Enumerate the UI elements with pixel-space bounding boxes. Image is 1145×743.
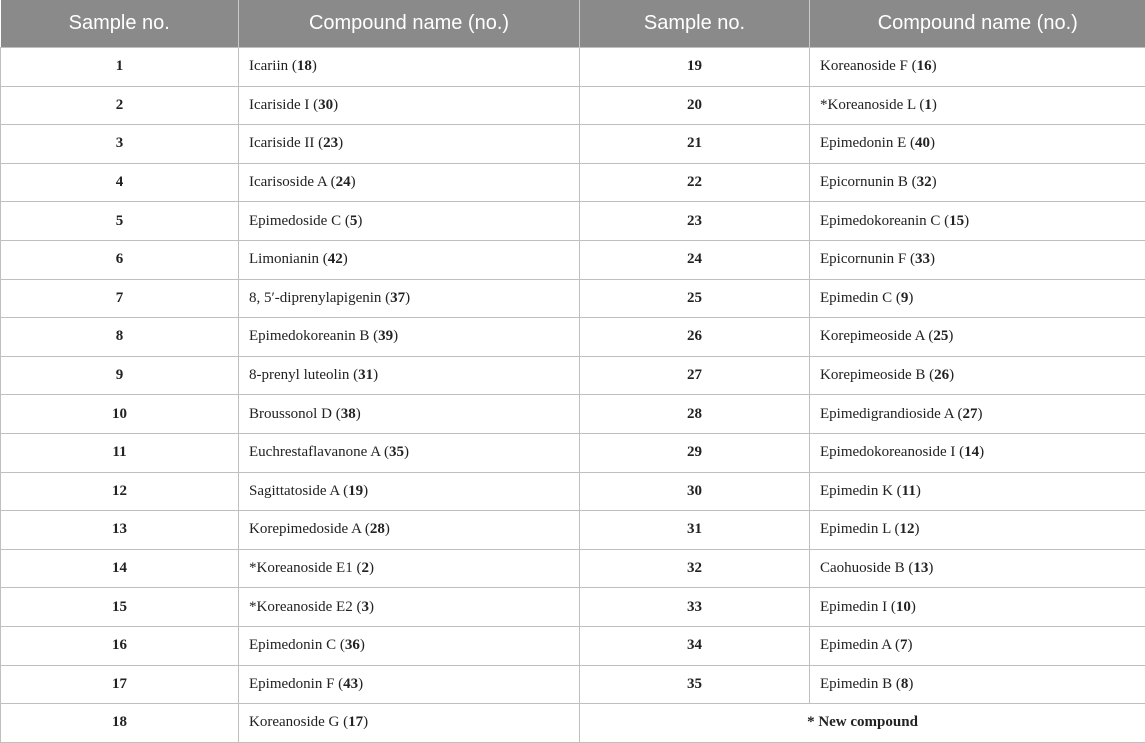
compound-number: 14 <box>964 444 979 460</box>
compound-name-cell: Epimedin B (8) <box>810 665 1145 704</box>
compound-number: 35 <box>389 444 404 460</box>
sample-no-cell: 26 <box>580 318 810 357</box>
sample-no-cell: 4 <box>1 163 239 202</box>
table-row <box>1 588 1145 627</box>
compound-name: Broussonol D <box>249 406 332 422</box>
compound-name: Korepimeoside A <box>820 328 925 344</box>
compound-name-cell: Caohuoside B (13) <box>810 549 1145 588</box>
table-row <box>1 356 1145 395</box>
compound-name-cell: Euchrestaflavanone A (35) <box>239 433 580 472</box>
sample-no-cell: 14 <box>1 549 239 588</box>
compound-name-cell: Epimedokoreanin C (15) <box>810 202 1145 241</box>
compound-number: 12 <box>899 521 914 537</box>
sample-no-cell: 2 <box>1 86 239 125</box>
sample-no-cell: 7 <box>1 279 239 318</box>
compound-name: Epimedonin E <box>820 135 906 151</box>
compound-number: 43 <box>343 676 358 692</box>
sample-no-cell: 20 <box>580 86 810 125</box>
compound-number: 37 <box>390 290 405 306</box>
compound-number: 32 <box>917 174 932 190</box>
compound-number: 2 <box>361 560 369 576</box>
compound-name: *Koreanoside E1 <box>249 560 353 576</box>
compound-number: 13 <box>913 560 928 576</box>
compound-name: Epimedigrandioside A <box>820 406 954 422</box>
compound-name: Epicornunin F <box>820 251 906 267</box>
table-row <box>1 472 1145 511</box>
table-row <box>1 704 1145 743</box>
compound-name-cell: Korepimedoside A (28) <box>239 511 580 550</box>
sample-no-cell: 6 <box>1 240 239 279</box>
compound-name: 8, 5′-diprenylapigenin <box>249 290 381 306</box>
compound-number: 42 <box>328 251 343 267</box>
compound-name: Epimedin C <box>820 290 892 306</box>
compound-number: 11 <box>902 483 916 499</box>
table-row <box>1 279 1145 318</box>
compound-number: 23 <box>323 135 338 151</box>
sample-no-cell: 31 <box>580 511 810 550</box>
compound-name: Epicornunin B <box>820 174 908 190</box>
compound-name-cell: Epimedokoreanin B (39) <box>239 318 580 357</box>
table-row <box>1 626 1145 665</box>
compound-name-cell: Epimedin L (12) <box>810 511 1145 550</box>
sample-no-cell: 21 <box>580 125 810 164</box>
compound-name: *Koreanoside E2 <box>249 599 353 615</box>
compound-name: Epimedin I <box>820 599 887 615</box>
compound-name-cell: Epimedin I (10) <box>810 588 1145 627</box>
compound-name-cell: 8, 5′-diprenylapigenin (37) <box>239 279 580 318</box>
sample-no-cell: 23 <box>580 202 810 241</box>
sample-no-cell: 13 <box>1 511 239 550</box>
compound-name: Korepimeoside B <box>820 367 925 383</box>
compound-name-cell: *Koreanoside E2 (3) <box>239 588 580 627</box>
sample-no-cell: 10 <box>1 395 239 434</box>
compound-name: Icariside I <box>249 97 309 113</box>
compound-name-cell: Epimedonin E (40) <box>810 125 1145 164</box>
compound-name: Epimedonin C <box>249 637 336 653</box>
compound-name: *Koreanoside L <box>820 97 916 113</box>
compound-name-cell: Limonianin (42) <box>239 240 580 279</box>
sample-no-cell: 18 <box>1 704 239 743</box>
compound-name: Icariin <box>249 58 288 74</box>
compound-name-cell: Korepimeoside B (26) <box>810 356 1145 395</box>
compound-number: 39 <box>378 328 393 344</box>
table-row <box>1 48 1145 87</box>
table-row <box>1 163 1145 202</box>
compound-number: 17 <box>348 714 363 730</box>
table-header <box>1 0 1145 48</box>
compound-name: Epimedin B <box>820 676 892 692</box>
compound-name: Epimedoside C <box>249 213 341 229</box>
compound-name-cell: Epicornunin B (32) <box>810 163 1145 202</box>
sample-no-cell: 9 <box>1 356 239 395</box>
compound-name: Sagittatoside A <box>249 483 339 499</box>
compound-name: Euchrestaflavanone A <box>249 444 380 460</box>
compound-number: 5 <box>350 213 358 229</box>
compound-name-cell: *Koreanoside L (1) <box>810 86 1145 125</box>
compound-number: 38 <box>341 406 356 422</box>
sample-no-cell: 19 <box>580 48 810 87</box>
sample-no-cell: 34 <box>580 626 810 665</box>
compound-number: 16 <box>917 58 932 74</box>
compound-number: 15 <box>949 213 964 229</box>
compound-number: 3 <box>361 599 369 615</box>
compound-number: 8 <box>901 676 909 692</box>
compound-name: Limonianin <box>249 251 319 267</box>
sample-no-cell: 8 <box>1 318 239 357</box>
table-row <box>1 240 1145 279</box>
compound-name: Epimedonin F <box>249 676 334 692</box>
sample-no-cell: 1 <box>1 48 239 87</box>
header-sample-no: Sample no. <box>1 0 239 48</box>
header-compound-name-2: Compound name (no.) <box>810 0 1145 48</box>
sample-no-cell: 11 <box>1 433 239 472</box>
sample-no-cell: 15 <box>1 588 239 627</box>
compound-number: 24 <box>336 174 351 190</box>
header-compound-name: Compound name (no.) <box>239 0 580 48</box>
compound-number: 31 <box>358 367 373 383</box>
compound-number: 10 <box>896 599 911 615</box>
compound-name: Epimedin K <box>820 483 893 499</box>
compound-name-cell: Epimedonin F (43) <box>239 665 580 704</box>
compound-name: 8-prenyl luteolin <box>249 367 349 383</box>
compound-name-cell: Icariin (18) <box>239 48 580 87</box>
table-row <box>1 318 1145 357</box>
compound-number: 9 <box>901 290 909 306</box>
compound-number: 1 <box>924 97 932 113</box>
compound-name-cell: Epimedokoreanoside I (14) <box>810 433 1145 472</box>
compound-name: Caohuoside B <box>820 560 905 576</box>
sample-no-cell: 12 <box>1 472 239 511</box>
sample-no-cell: 25 <box>580 279 810 318</box>
sample-no-cell: 22 <box>580 163 810 202</box>
compound-name: Korepimedoside A <box>249 521 361 537</box>
compound-name-cell: Epimedonin C (36) <box>239 626 580 665</box>
table-row <box>1 125 1145 164</box>
table-row <box>1 86 1145 125</box>
compound-name-cell: Epicornunin F (33) <box>810 240 1145 279</box>
compound-name: Epimedokoreanoside I <box>820 444 955 460</box>
sample-no-cell: 30 <box>580 472 810 511</box>
sample-no-cell: 17 <box>1 665 239 704</box>
compound-number: 7 <box>900 637 908 653</box>
compound-name-cell: Epimedin A (7) <box>810 626 1145 665</box>
compound-number: 19 <box>348 483 363 499</box>
table-row <box>1 433 1145 472</box>
compound-name: Epimedin A <box>820 637 891 653</box>
table-row <box>1 395 1145 434</box>
table-body <box>1 48 1145 743</box>
compound-name-cell: Koreanoside F (16) <box>810 48 1145 87</box>
compound-number: 26 <box>934 367 949 383</box>
sample-no-cell: 32 <box>580 549 810 588</box>
sample-no-cell: 27 <box>580 356 810 395</box>
table-row <box>1 549 1145 588</box>
sample-no-cell: 35 <box>580 665 810 704</box>
compound-name: Epimedokoreanin B <box>249 328 369 344</box>
table-row <box>1 202 1145 241</box>
table-row <box>1 665 1145 704</box>
table-row <box>1 511 1145 550</box>
compound-number: 36 <box>345 637 360 653</box>
sample-no-cell: 5 <box>1 202 239 241</box>
compound-number: 33 <box>915 251 930 267</box>
compound-name: Icariside II <box>249 135 314 151</box>
compound-name-cell: Broussonol D (38) <box>239 395 580 434</box>
compound-name-cell: Epimedigrandioside A (27) <box>810 395 1145 434</box>
compound-number: 28 <box>370 521 385 537</box>
compound-name: Epimedokoreanin C <box>820 213 940 229</box>
compound-name: Icarisoside A <box>249 174 327 190</box>
compound-name: Koreanoside G <box>249 714 339 730</box>
sample-no-cell: 33 <box>580 588 810 627</box>
compound-name-cell: *Koreanoside E1 (2) <box>239 549 580 588</box>
compound-number: 18 <box>297 58 312 74</box>
compound-number: 25 <box>933 328 948 344</box>
compound-name: Koreanoside F <box>820 58 908 74</box>
compound-name-cell: Epimedin K (11) <box>810 472 1145 511</box>
sample-no-cell: 3 <box>1 125 239 164</box>
compound-name-cell: Epimedin C (9) <box>810 279 1145 318</box>
compound-number: 30 <box>318 97 333 113</box>
compound-name-cell: 8-prenyl luteolin (31) <box>239 356 580 395</box>
compound-name-cell: Koreanoside G (17) <box>239 704 580 743</box>
compound-name-cell: Icarisoside A (24) <box>239 163 580 202</box>
compound-name-cell: Korepimeoside A (25) <box>810 318 1145 357</box>
compound-name: Epimedin L <box>820 521 891 537</box>
header-sample-no-2: Sample no. <box>580 0 810 48</box>
compound-number: 27 <box>962 406 977 422</box>
compound-name-cell: Icariside I (30) <box>239 86 580 125</box>
sample-no-cell: 24 <box>580 240 810 279</box>
header-row <box>1 0 1145 48</box>
sample-no-cell: 29 <box>580 433 810 472</box>
compound-name-cell: Epimedoside C (5) <box>239 202 580 241</box>
footnote: * New compound <box>580 704 1145 743</box>
compound-name-cell: Icariside II (23) <box>239 125 580 164</box>
sample-no-cell: 28 <box>580 395 810 434</box>
sample-no-cell: 16 <box>1 626 239 665</box>
compound-number: 40 <box>915 135 930 151</box>
compound-name-cell: Sagittatoside A (19) <box>239 472 580 511</box>
